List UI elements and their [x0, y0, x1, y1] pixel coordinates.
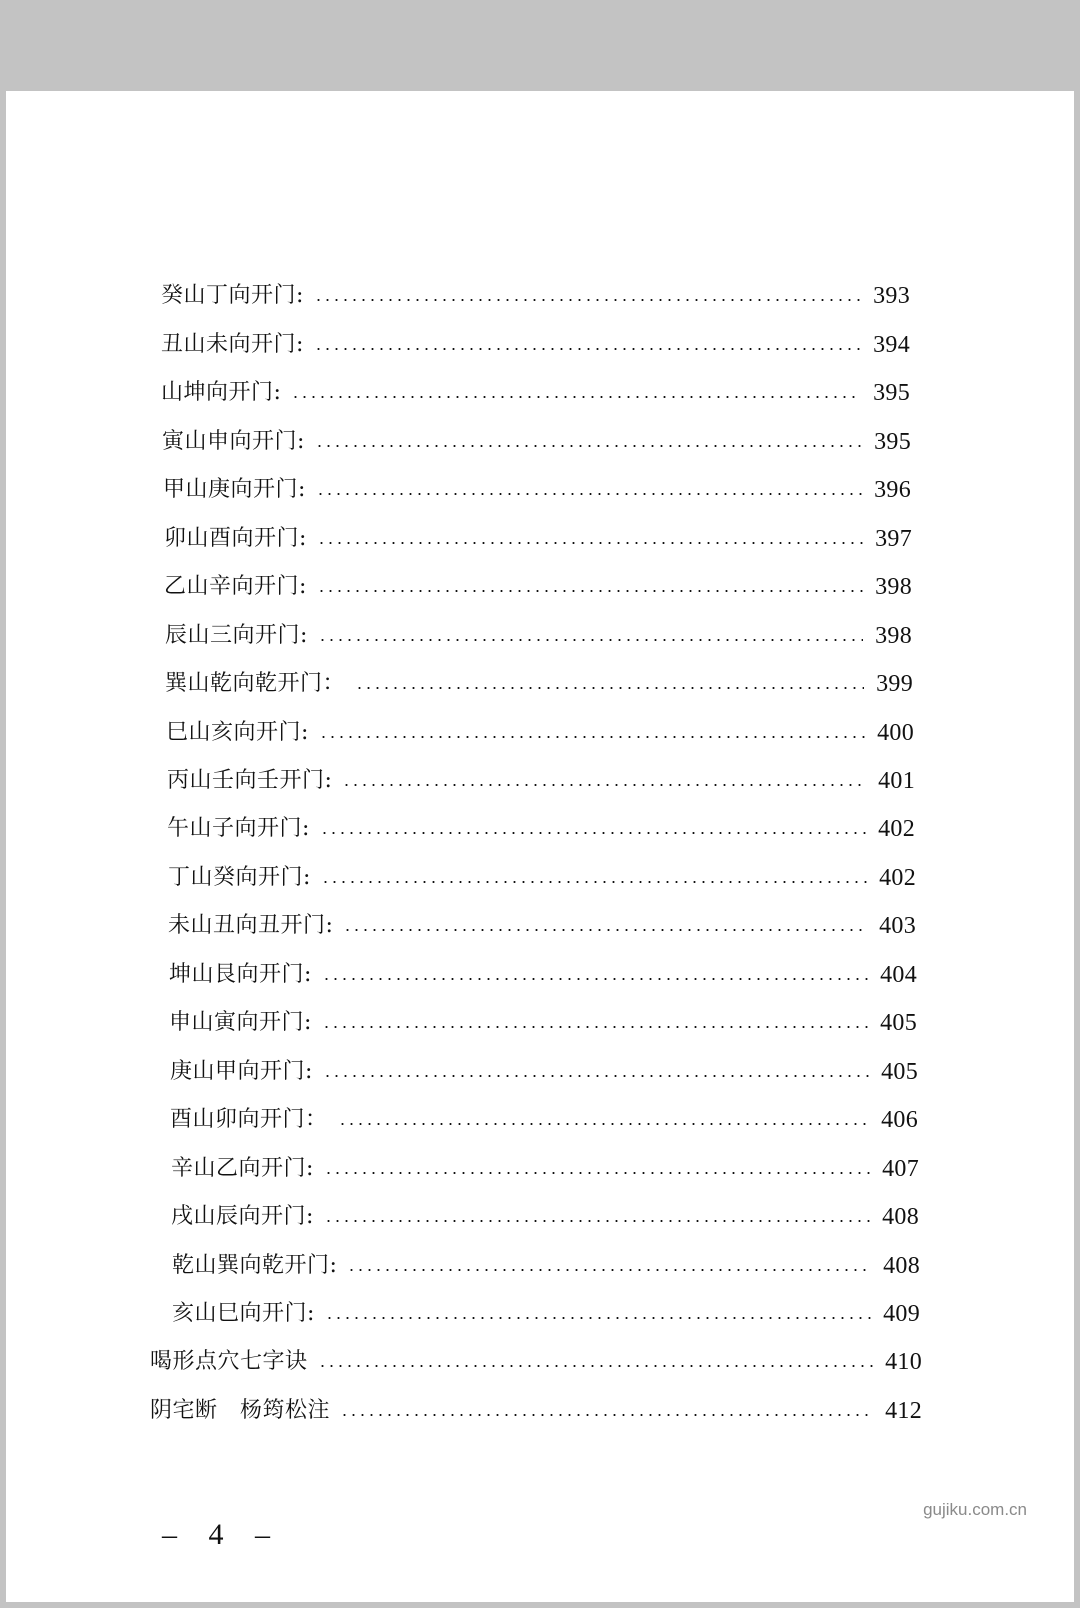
dot-leader: [347, 1269, 871, 1271]
toc-entry: [165, 619, 912, 653]
toc-entry: [165, 667, 913, 701]
dot-leader: [321, 881, 867, 883]
dot-leader: [317, 590, 863, 592]
toc-entry-page: 393: [873, 283, 910, 309]
toc-entry-page: 410: [885, 1349, 922, 1375]
toc-entry: [172, 1297, 920, 1331]
toc-entry-title: 卯山酉向开门:: [164, 526, 307, 551]
toc-entry-page: 400: [877, 720, 914, 746]
toc-entry-title: 甲山庚向开门:: [163, 477, 306, 502]
toc-entry-title: 丁山癸向开门:: [168, 865, 311, 890]
toc-entry-page: 402: [878, 816, 915, 842]
dot-leader: [343, 929, 867, 931]
toc-entry: [161, 279, 910, 313]
toc-entry-title: 巽山乾向乾开门：: [165, 671, 346, 696]
dot-leader: [314, 299, 861, 301]
toc-entry-title: 酉山卯向开门：: [170, 1107, 328, 1132]
toc-entry-page: 408: [883, 1253, 920, 1279]
toc-entry: [170, 1103, 918, 1137]
toc-entry-title: 乾山巽向乾开门:: [172, 1253, 338, 1278]
toc-entry-page: 394: [873, 332, 910, 358]
dot-leader: [317, 542, 863, 544]
toc-entry-title: 寅山申向开门:: [162, 429, 305, 454]
toc-entry-page: 412: [885, 1398, 922, 1424]
dot-leader: [314, 348, 861, 350]
toc-entry-title: 午山子向开门:: [167, 816, 310, 841]
dot-leader: [324, 1220, 870, 1222]
toc-entry: [169, 1006, 917, 1040]
toc-entry-title: 乙山辛向开门:: [164, 574, 307, 599]
document-page: [6, 91, 1074, 1602]
toc-entry-page: 404: [880, 962, 917, 988]
toc-entry: [170, 1055, 918, 1089]
toc-entry: [150, 1345, 922, 1379]
toc-entry: [168, 861, 916, 895]
toc-entry-title: 戌山辰向开门:: [171, 1204, 314, 1229]
toc-entry-page: 396: [874, 477, 911, 503]
page-number: – 4 –: [162, 1518, 282, 1551]
toc-entry-page: 407: [882, 1156, 919, 1182]
toc-entry-page: 397: [875, 526, 912, 552]
toc-entry-page: 398: [875, 574, 912, 600]
toc-entry: [163, 473, 911, 507]
dot-leader: [322, 978, 868, 980]
toc-entry: [164, 570, 912, 604]
toc-entry-title: 辰山三向开门:: [165, 623, 308, 648]
toc-entry-title: 丙山壬向壬开门:: [167, 768, 333, 793]
dot-leader: [324, 1172, 870, 1174]
toc-entry: [171, 1200, 919, 1234]
toc-entry-title: 巳山亥向开门:: [166, 720, 309, 745]
toc-entry-page: 395: [873, 380, 910, 406]
toc-entry: [150, 1394, 922, 1428]
dot-leader: [340, 1414, 873, 1416]
dot-leader: [320, 832, 866, 834]
toc-entry-title: 亥山巳向开门:: [172, 1301, 315, 1326]
toc-entry-title: 坤山艮向开门:: [169, 962, 312, 987]
table-of-contents: [6, 91, 1074, 1602]
dot-leader: [323, 1075, 869, 1077]
dot-leader: [291, 396, 861, 398]
toc-entry-page: 398: [875, 623, 912, 649]
toc-entry-page: 408: [882, 1204, 919, 1230]
toc-entry-page: 395: [874, 429, 911, 455]
dot-leader: [318, 1365, 874, 1367]
toc-entry-page: 409: [883, 1301, 920, 1327]
toc-entry: [167, 812, 915, 846]
dot-leader: [322, 1026, 868, 1028]
toc-entry-title: 喝形点穴七字诀: [150, 1349, 308, 1374]
toc-entry-title: 庚山甲向开门:: [170, 1059, 313, 1084]
dot-leader: [325, 1317, 871, 1319]
dot-leader: [342, 784, 866, 786]
toc-entry: [161, 328, 910, 362]
dot-leader: [319, 736, 865, 738]
toc-entry: [167, 764, 915, 798]
dot-leader: [318, 639, 863, 641]
toc-entry-page: 401: [878, 768, 915, 794]
toc-entry-page: 406: [881, 1107, 918, 1133]
toc-entry-title: 申山寅向开门:: [169, 1010, 312, 1035]
toc-entry-title: 山坤向开门:: [161, 380, 282, 405]
toc-entry-page: 399: [876, 671, 913, 697]
toc-entry: [169, 958, 917, 992]
site-watermark: gujiku.com.cn: [923, 1500, 1027, 1519]
toc-entry-title: 辛山乙向开门:: [171, 1156, 314, 1181]
toc-entry-page: 405: [881, 1059, 918, 1085]
toc-entry: [171, 1152, 919, 1186]
toc-entry: [162, 425, 911, 459]
toc-entry-page: 405: [880, 1010, 917, 1036]
toc-entry-title: 未山丑向丑开门:: [168, 913, 334, 938]
dot-leader: [315, 445, 862, 447]
dot-leader: [338, 1123, 870, 1125]
toc-entry: [166, 716, 914, 750]
toc-entry: [172, 1249, 920, 1283]
toc-entry-page: 403: [879, 913, 916, 939]
toc-entry-title: 丑山未向开门:: [161, 332, 304, 357]
dot-leader: [355, 687, 864, 689]
toc-entry-page: 402: [879, 865, 916, 891]
toc-entry-title: 阴宅断 杨筠松注: [150, 1398, 331, 1423]
dot-leader: [316, 493, 862, 495]
toc-entry-title: 癸山丁向开门:: [161, 283, 304, 308]
toc-entry: [168, 909, 916, 943]
toc-entry: [161, 376, 910, 410]
toc-entry: [164, 522, 912, 556]
